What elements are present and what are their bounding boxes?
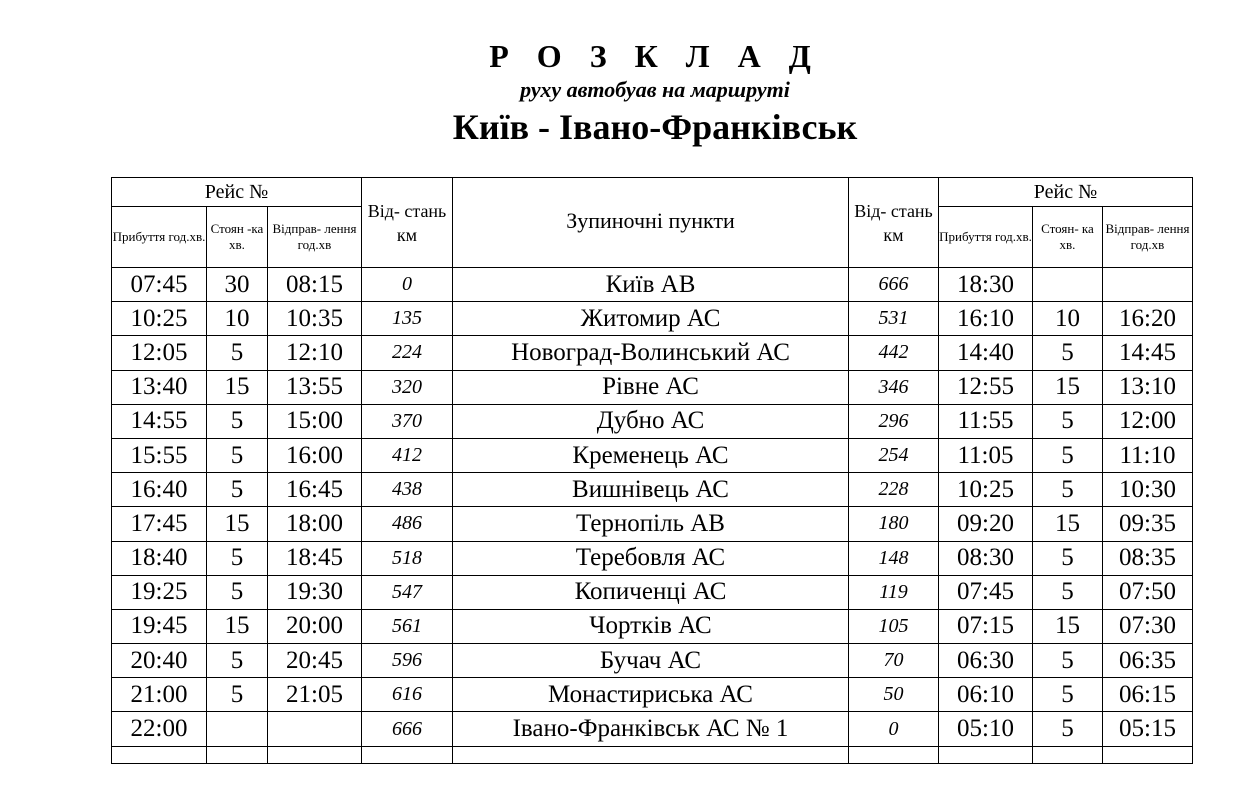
arrival-right-cell: 07:45 [939, 575, 1033, 609]
stop-name-cell: Чортків АС [453, 609, 849, 643]
distance-right-cell: 119 [849, 575, 939, 609]
distance-right-cell: 228 [849, 473, 939, 507]
arrival-right-cell: 10:25 [939, 473, 1033, 507]
departure-left-cell: 12:10 [268, 336, 362, 370]
arrival-left-cell: 07:45 [112, 268, 207, 302]
empty-cell [362, 746, 453, 763]
empty-cell [112, 746, 207, 763]
document-subtitle: руху автобуав на маршруті [520, 77, 790, 102]
departure-right-cell: 09:35 [1103, 507, 1193, 541]
departure-right-cell: 05:15 [1103, 712, 1193, 746]
arrival-left-cell: 15:55 [112, 438, 207, 472]
stop-time-right-cell: 5 [1033, 473, 1103, 507]
arrival-right-cell: 09:20 [939, 507, 1033, 541]
table-row [112, 404, 1193, 438]
departure-right-cell: 16:20 [1103, 302, 1193, 336]
stop-name-cell: Житомир АС [453, 302, 849, 336]
distance-right-cell: 50 [849, 678, 939, 712]
stop-time-left-cell: 5 [207, 644, 268, 678]
table-row [112, 370, 1193, 404]
stop-time-left-cell [207, 712, 268, 746]
arrival-right-cell: 07:15 [939, 609, 1033, 643]
stop-name-cell: Новоград-Волинський АС [453, 336, 849, 370]
departure-right-cell: 06:15 [1103, 678, 1193, 712]
distance-left-cell: 666 [362, 712, 453, 746]
departure-right-cell: 07:50 [1103, 575, 1193, 609]
departure-left-cell: 20:00 [268, 609, 362, 643]
table-row [112, 575, 1193, 609]
empty-row [112, 746, 1193, 763]
table-row [112, 644, 1193, 678]
distance-left-cell: 370 [362, 404, 453, 438]
arrival-left-cell: 17:45 [112, 507, 207, 541]
arrival-right-cell: 06:10 [939, 678, 1033, 712]
departure-right-cell: 07:30 [1103, 609, 1193, 643]
distance-right-cell: 254 [849, 438, 939, 472]
distance-left-cell: 320 [362, 370, 453, 404]
stop-name-cell: Кременець АС [453, 438, 849, 472]
distance-right-cell: 531 [849, 302, 939, 336]
stop-time-right-cell [1033, 268, 1103, 302]
arrival-left-cell: 18:40 [112, 541, 207, 575]
stop-time-right-cell: 10 [1033, 302, 1103, 336]
distance-right-cell: 148 [849, 541, 939, 575]
arrival-left-cell: 19:45 [112, 609, 207, 643]
departure-left-cell: 08:15 [268, 268, 362, 302]
distance-right-cell: 0 [849, 712, 939, 746]
departure-right-cell: 13:10 [1103, 370, 1193, 404]
distance-left-cell: 518 [362, 541, 453, 575]
stop-time-left-cell: 15 [207, 370, 268, 404]
distance-left-cell: 0 [362, 268, 453, 302]
empty-cell [453, 746, 849, 763]
stop-time-right-cell: 5 [1033, 541, 1103, 575]
departure-left-header: Відправ- лення год.хв [268, 207, 362, 268]
stop-time-left-cell: 5 [207, 473, 268, 507]
stop-time-left-cell: 30 [207, 268, 268, 302]
stop-time-right-cell: 15 [1033, 609, 1103, 643]
empty-cell [1103, 746, 1193, 763]
arrival-left-cell: 16:40 [112, 473, 207, 507]
stop-name-cell: Копиченці АС [453, 575, 849, 609]
departure-left-cell: 16:45 [268, 473, 362, 507]
stop-name-cell: Вишнівець АС [453, 473, 849, 507]
arrival-left-cell: 21:00 [112, 678, 207, 712]
distance-right-cell: 180 [849, 507, 939, 541]
table-row [112, 336, 1193, 370]
stops-header: Зупиночні пункти [453, 178, 849, 268]
distance-right-cell: 346 [849, 370, 939, 404]
table-row [112, 268, 1193, 302]
stop-time-right-header: Стоян- ка хв. [1033, 207, 1103, 268]
stop-name-cell: Івано-Франківськ АС № 1 [453, 712, 849, 746]
stop-time-right-cell: 5 [1033, 644, 1103, 678]
arrival-right-cell: 18:30 [939, 268, 1033, 302]
empty-cell [268, 746, 362, 763]
arrival-right-cell: 16:10 [939, 302, 1033, 336]
arrival-left-cell: 14:55 [112, 404, 207, 438]
departure-left-cell: 21:05 [268, 678, 362, 712]
arrival-left-cell: 12:05 [112, 336, 207, 370]
distance-right-cell: 70 [849, 644, 939, 678]
distance-left-cell: 438 [362, 473, 453, 507]
stop-time-left-cell: 10 [207, 302, 268, 336]
stop-time-right-cell: 5 [1033, 678, 1103, 712]
empty-cell [207, 746, 268, 763]
table-row [112, 541, 1193, 575]
empty-cell [849, 746, 939, 763]
stop-time-left-cell: 15 [207, 609, 268, 643]
table-row [112, 678, 1193, 712]
departure-left-cell: 20:45 [268, 644, 362, 678]
arrival-right-cell: 05:10 [939, 712, 1033, 746]
empty-cell [1033, 746, 1103, 763]
stop-time-right-cell: 5 [1033, 404, 1103, 438]
distance-left-cell: 486 [362, 507, 453, 541]
distance-right-header: Від- стань км [849, 178, 939, 268]
header-row-top [112, 178, 1193, 207]
departure-right-cell [1103, 268, 1193, 302]
departure-right-cell: 11:10 [1103, 438, 1193, 472]
stop-time-right-cell: 15 [1033, 507, 1103, 541]
stop-name-cell: Теребовля АС [453, 541, 849, 575]
arrival-right-cell: 08:30 [939, 541, 1033, 575]
trip-number-right-header: Рейс № [939, 178, 1193, 207]
stop-time-left-cell: 5 [207, 541, 268, 575]
stop-time-right-cell: 5 [1033, 575, 1103, 609]
arrival-left-cell: 13:40 [112, 370, 207, 404]
distance-left-cell: 596 [362, 644, 453, 678]
arrival-right-cell: 14:40 [939, 336, 1033, 370]
arrival-left-cell: 10:25 [112, 302, 207, 336]
schedule-table [111, 177, 1193, 764]
arrival-left-cell: 19:25 [112, 575, 207, 609]
arrival-left-cell: 20:40 [112, 644, 207, 678]
table-row [112, 302, 1193, 336]
departure-right-cell: 14:45 [1103, 336, 1193, 370]
stop-time-left-cell: 5 [207, 438, 268, 472]
departure-left-cell: 16:00 [268, 438, 362, 472]
distance-left-cell: 135 [362, 302, 453, 336]
table-row [112, 712, 1193, 746]
stop-time-right-cell: 15 [1033, 370, 1103, 404]
distance-left-cell: 412 [362, 438, 453, 472]
empty-cell [939, 746, 1033, 763]
stop-time-right-cell: 5 [1033, 712, 1103, 746]
arrival-right-cell: 11:05 [939, 438, 1033, 472]
stop-time-right-cell: 5 [1033, 438, 1103, 472]
arrival-left-header: Прибуття год.хв. [112, 207, 207, 268]
trip-number-left-header: Рейс № [112, 178, 362, 207]
stop-time-left-cell: 5 [207, 678, 268, 712]
departure-left-cell: 18:45 [268, 541, 362, 575]
arrival-right-cell: 06:30 [939, 644, 1033, 678]
stop-time-left-cell: 5 [207, 336, 268, 370]
departure-right-cell: 08:35 [1103, 541, 1193, 575]
departure-left-cell: 10:35 [268, 302, 362, 336]
stop-time-left-cell: 5 [207, 575, 268, 609]
stop-name-cell: Монастириська АС [453, 678, 849, 712]
stop-name-cell: Дубно АС [453, 404, 849, 438]
distance-left-cell: 616 [362, 678, 453, 712]
arrival-right-header: Прибуття год.хв. [939, 207, 1033, 268]
stop-time-left-header: Стоян -ка хв. [207, 207, 268, 268]
departure-left-cell: 18:00 [268, 507, 362, 541]
stop-time-left-cell: 5 [207, 404, 268, 438]
departure-right-cell: 12:00 [1103, 404, 1193, 438]
departure-left-cell: 15:00 [268, 404, 362, 438]
distance-right-cell: 105 [849, 609, 939, 643]
table-row [112, 609, 1193, 643]
stop-time-left-cell: 15 [207, 507, 268, 541]
stop-name-cell: Тернопіль АВ [453, 507, 849, 541]
arrival-left-cell: 22:00 [112, 712, 207, 746]
table-row [112, 507, 1193, 541]
arrival-right-cell: 12:55 [939, 370, 1033, 404]
departure-left-cell: 19:30 [268, 575, 362, 609]
distance-right-cell: 296 [849, 404, 939, 438]
distance-left-cell: 224 [362, 336, 453, 370]
distance-left-cell: 561 [362, 609, 453, 643]
departure-left-cell [268, 712, 362, 746]
distance-left-header: Від- стань км [362, 178, 453, 268]
distance-left-cell: 547 [362, 575, 453, 609]
stop-name-cell: Бучач АС [453, 644, 849, 678]
departure-right-header: Відправ- лення год.хв [1103, 207, 1193, 268]
departure-left-cell: 13:55 [268, 370, 362, 404]
table-row [112, 438, 1193, 472]
distance-right-cell: 666 [849, 268, 939, 302]
departure-right-cell: 10:30 [1103, 473, 1193, 507]
route-name: Київ - Івано-Франківськ [452, 107, 858, 147]
stop-name-cell: Рівне АС [453, 370, 849, 404]
departure-right-cell: 06:35 [1103, 644, 1193, 678]
distance-right-cell: 442 [849, 336, 939, 370]
stop-name-cell: Київ АВ [453, 268, 849, 302]
table-row [112, 473, 1193, 507]
stop-time-right-cell: 5 [1033, 336, 1103, 370]
document-title: Р О З К Л А Д [489, 38, 821, 74]
arrival-right-cell: 11:55 [939, 404, 1033, 438]
